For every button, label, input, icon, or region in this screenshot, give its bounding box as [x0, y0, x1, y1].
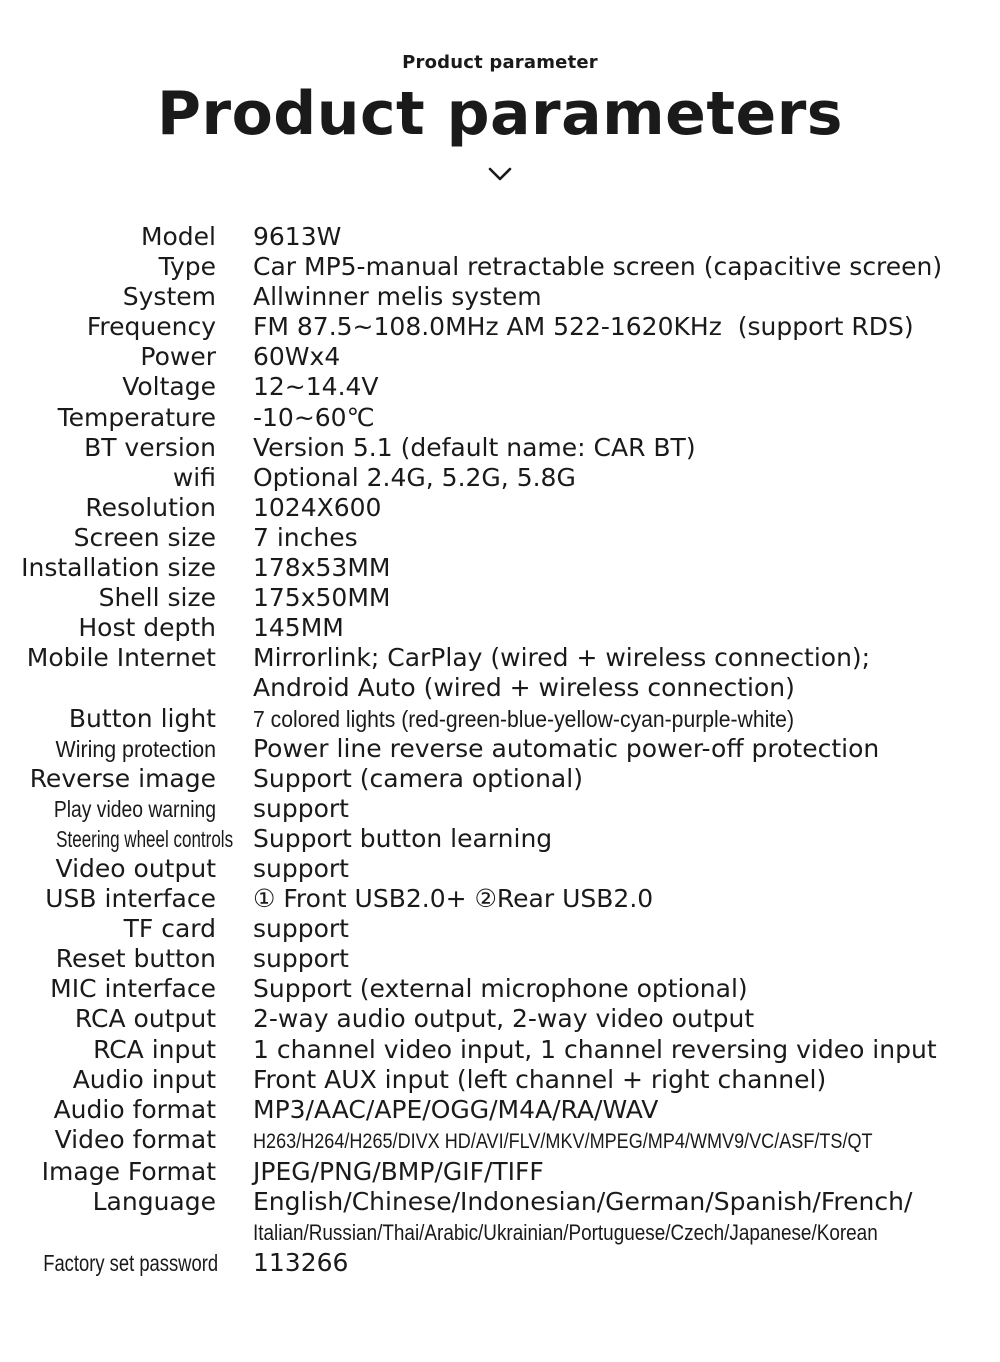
spec-row-video-output — [0, 854, 1000, 884]
spec-row-installation-size — [0, 553, 1000, 583]
spec-value: Version 5.1 (default name: CAR BT) — [253, 432, 696, 462]
spec-label: Video output — [55, 853, 216, 883]
spec-label: Steering wheel controls — [56, 825, 234, 852]
spec-label: Power — [140, 342, 216, 372]
spec-label: Audio input — [72, 1064, 216, 1094]
spec-row-tf-card — [0, 914, 1000, 944]
spec-value: Support (external microphone optional) — [253, 974, 748, 1004]
spec-label: Voltage — [122, 372, 216, 402]
spec-table — [0, 222, 1000, 1278]
spec-value: Support button learning — [253, 823, 553, 853]
spec-label: wifi — [172, 462, 216, 492]
spec-value: 60Wx4 — [253, 342, 341, 372]
page-subtitle: Product parameter — [402, 52, 598, 73]
spec-value-text: 7 colored lights (red-green-blue-yellow-cyan-purple-white) — [253, 705, 795, 732]
spec-label: Mobile Internet — [26, 643, 216, 673]
spec-row-language — [0, 1187, 1000, 1248]
spec-row-wifi — [0, 463, 1000, 493]
spec-value-text: Italian/Russian/Thai/Arabic/Ukrainian/Portuguese/Czech/Japanese/Korean — [253, 1220, 878, 1246]
spec-value: FM 87.5~108.0MHz AM 522-1620KHz (support RDS) — [253, 312, 914, 342]
spec-label: Video format — [54, 1124, 216, 1154]
spec-value-line: Android Auto (wired + wireless connection) — [253, 673, 795, 703]
spec-value — [253, 1125, 973, 1157]
spec-label: Host depth — [78, 613, 216, 643]
spec-value: support — [253, 944, 349, 974]
spec-label: System — [122, 282, 216, 312]
spec-value: 113266 — [253, 1248, 349, 1278]
spec-value: ① Front USB2.0+ ②Rear USB2.0 — [253, 884, 654, 914]
spec-label: Play video warning — [53, 795, 216, 822]
spec-row-button-light — [0, 704, 1000, 734]
spec-label: Type — [158, 252, 216, 282]
spec-row-mic-interface — [0, 974, 1000, 1004]
spec-row-image-format — [0, 1157, 1000, 1187]
spec-value: -10~60℃ — [253, 402, 375, 432]
spec-row-model — [0, 222, 1000, 252]
spec-value: 1 channel video input, 1 channel reversing video input — [253, 1034, 937, 1064]
spec-row-frequency — [0, 312, 1000, 342]
spec-row-system — [0, 282, 1000, 312]
spec-row-reverse-image — [0, 764, 1000, 794]
spec-label: Temperature — [57, 402, 216, 432]
spec-row-audio-format — [0, 1095, 1000, 1125]
spec-value: 12~14.4V — [253, 372, 379, 402]
spec-label: Screen size — [73, 522, 216, 552]
spec-label: Button light — [68, 703, 216, 733]
spec-value: Optional 2.4G, 5.2G, 5.8G — [253, 462, 576, 492]
spec-row-wiring-protection — [0, 734, 1000, 764]
spec-value: JPEG/PNG/BMP/GIF/TIFF — [253, 1156, 544, 1186]
spec-value-line: Mirrorlink; CarPlay (wired + wireless connection); — [253, 643, 871, 673]
spec-row-temperature — [0, 403, 1000, 433]
spec-label: Language — [92, 1187, 216, 1216]
spec-row-type — [0, 252, 1000, 282]
spec-row-bt-version — [0, 433, 1000, 463]
spec-row-usb-interface — [0, 884, 1000, 914]
spec-value: support — [253, 914, 349, 944]
spec-value: 175x50MM — [253, 583, 391, 613]
spec-value: Support (camera optional) — [253, 763, 583, 793]
spec-row-rca-input — [0, 1035, 1000, 1065]
spec-row-play-video-warning — [0, 794, 1000, 824]
spec-label: Image Format — [41, 1156, 216, 1186]
spec-value: 9613W — [253, 222, 342, 251]
chevron-down-icon — [488, 166, 512, 182]
spec-value: 1024X600 — [253, 492, 382, 522]
spec-value — [253, 1187, 979, 1248]
spec-label: Resolution — [85, 492, 216, 522]
spec-label: TF card — [123, 914, 216, 944]
spec-label: Wiring protection — [55, 735, 217, 762]
spec-value — [253, 704, 841, 734]
spec-value: 178x53MM — [253, 553, 391, 583]
spec-value: 7 inches — [253, 522, 358, 552]
spec-label: RCA input — [93, 1034, 216, 1064]
spec-label: Installation size — [21, 553, 216, 583]
spec-label: Frequency — [86, 312, 216, 342]
spec-value-text: H263/H264/H265/DIVX HD/AVI/FLV/MKV/MPEG/MP4/WMV9/VC/ASF/TS/QT — [253, 1129, 873, 1153]
spec-value-line: English/Chinese/Indonesian/German/Spanish/French/ — [253, 1187, 913, 1216]
spec-label: Shell size — [98, 583, 216, 613]
spec-value — [253, 643, 870, 703]
spec-row-voltage — [0, 372, 1000, 402]
spec-row-host-depth — [0, 613, 1000, 643]
spec-value-line — [253, 1217, 979, 1248]
spec-value: MP3/AAC/APE/OGG/M4A/RA/WAV — [253, 1094, 659, 1124]
spec-row-shell-size — [0, 583, 1000, 613]
spec-row-rca-output — [0, 1004, 1000, 1034]
spec-value: Allwinner melis system — [253, 282, 542, 312]
spec-value: Front AUX input (left channel + right channel) — [253, 1064, 827, 1094]
spec-label: Audio format — [53, 1094, 216, 1124]
spec-label: Factory set password — [43, 1250, 219, 1277]
spec-row-power — [0, 342, 1000, 372]
spec-label: Reverse image — [29, 763, 216, 793]
spec-label: MIC interface — [50, 974, 216, 1004]
spec-row-audio-input — [0, 1065, 1000, 1095]
spec-row-reset-button — [0, 944, 1000, 974]
spec-label: USB interface — [45, 884, 216, 914]
spec-row-resolution — [0, 493, 1000, 523]
spec-label: RCA output — [74, 1004, 216, 1034]
spec-row-mobile-internet — [0, 643, 1000, 703]
spec-label: Reset button — [55, 944, 216, 974]
spec-label: Model — [140, 222, 216, 251]
spec-row-factory-password — [0, 1248, 1000, 1278]
spec-value: support — [253, 793, 349, 823]
spec-value: 2-way audio output, 2-way video output — [253, 1004, 755, 1034]
spec-value: Power line reverse automatic power-off protection — [253, 733, 880, 763]
spec-label: BT version — [84, 432, 216, 462]
spec-value: support — [253, 853, 349, 883]
spec-row-video-format — [0, 1125, 1000, 1157]
spec-value: 145MM — [253, 613, 344, 643]
spec-value: Car MP5-manual retractable screen (capacitive screen) — [253, 252, 943, 282]
spec-row-screen-size — [0, 523, 1000, 553]
spec-row-steering-wheel-controls — [0, 824, 1000, 854]
page-title: Product parameters — [157, 79, 843, 149]
